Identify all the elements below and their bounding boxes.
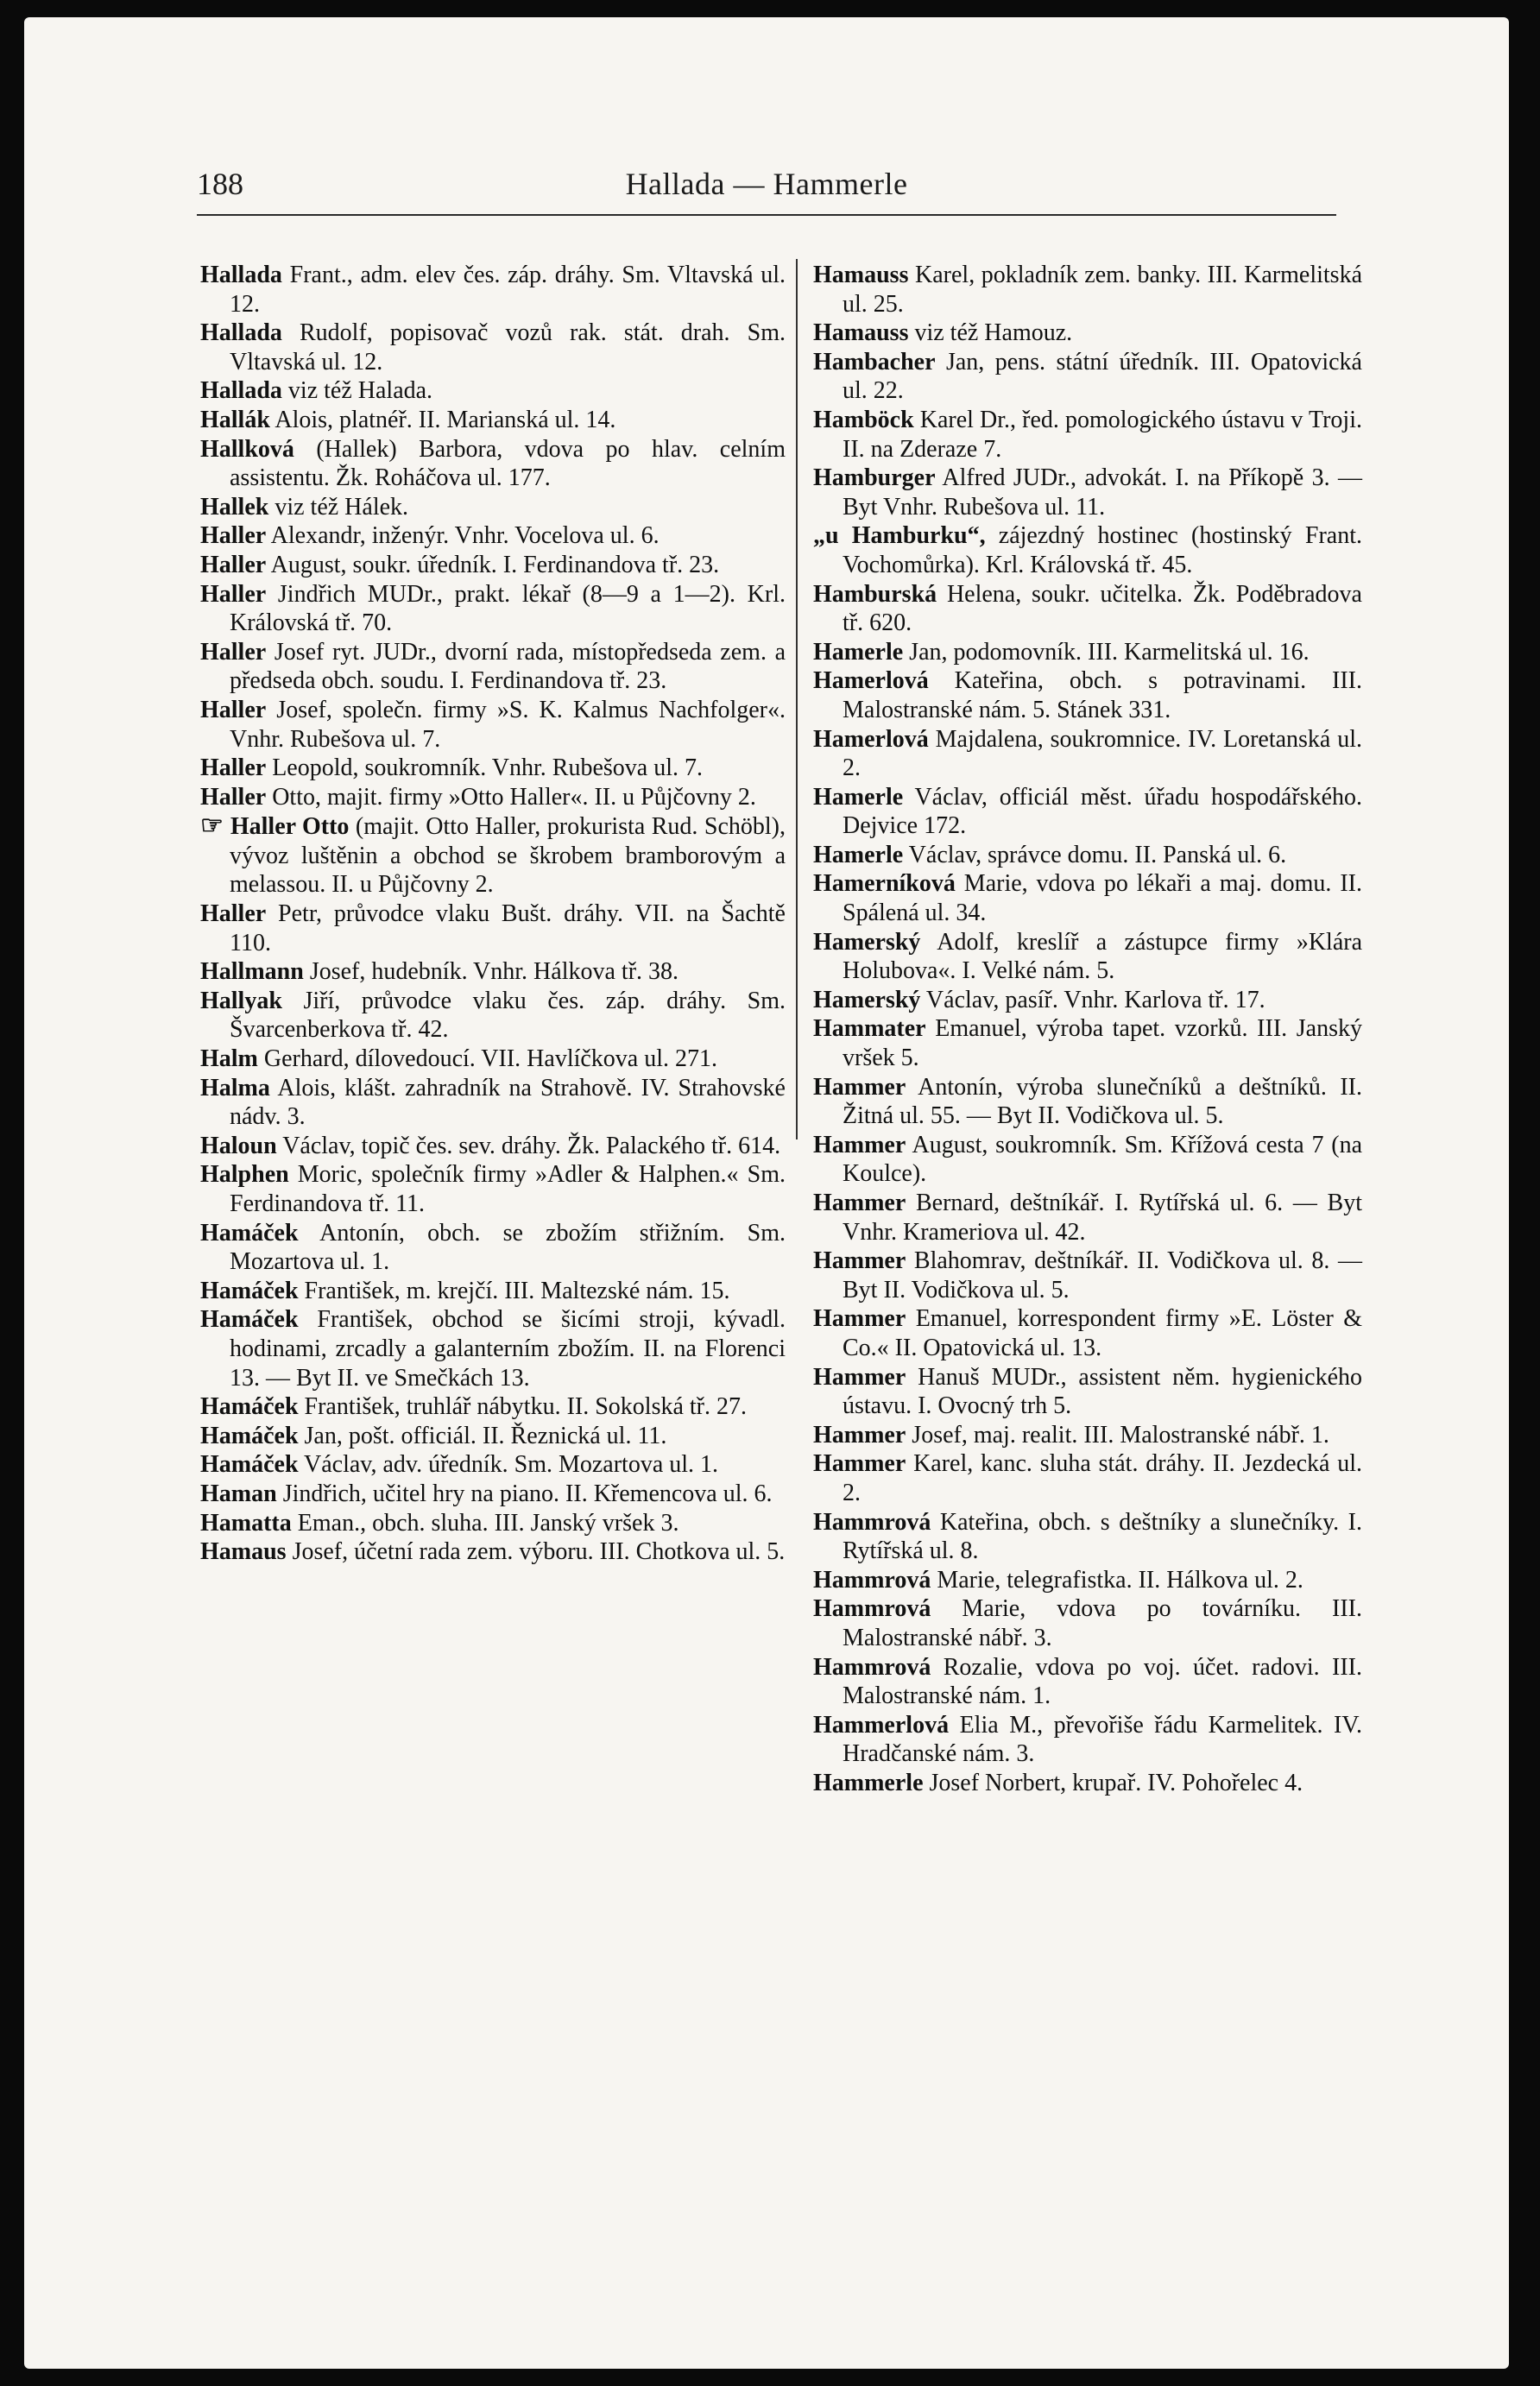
entry-name: Hamerníková [813,870,956,898]
entry-details: Bernard, deštníkář. I. Rytířská ul. 6. — Byt Vnhr. Krameriova ul. 42. [843,1190,1362,1246]
directory-entry [200,1480,786,1509]
directory-entry [200,1392,786,1422]
entry-details: Jiří, průvodce vlaku čes. záp. dráhy. Sm. Švarcenberkova tř. 42. [230,987,786,1044]
entry-name: Hambacher [813,348,936,376]
entry-details: Emanuel, korrespondent firmy »E. Löster & Co.« II. Opatovická ul. 13. [843,1305,1362,1361]
directory-entry [813,928,1362,986]
entry-details: Frant., adm. elev čes. záp. dráhy. Sm. Vltavská ul. 12. [230,262,786,318]
entry-details: Karel, kanc. sluha stát. dráhy. II. Jezdecká ul. 2. [843,1450,1362,1506]
entry-details: Josef, maj. realit. III. Malostranské nábř. 1. [906,1421,1329,1449]
directory-entry [200,319,786,376]
directory-entry [813,666,1362,724]
column-divider [796,259,798,1139]
entry-name: Hallák [200,406,270,433]
entry-name: Hammer [813,1247,906,1275]
entry-name: Hamburská [813,580,937,608]
entry-details: Václav, adv. úředník. Sm. Mozartova ul. 1. [298,1451,719,1479]
directory-entry [200,811,786,899]
directory-entry [200,957,786,987]
entry-name: Hamáček [200,1422,299,1449]
directory-entry [200,551,786,580]
entry-details: Antonín, výroba slunečníků a deštníků. II. Žitná ul. 55. — Byt II. Vodičkova ul. 5. [843,1073,1362,1130]
entry-details: Marie, telegrafistka. II. Hálkova ul. 2. [931,1566,1303,1594]
entry-name: Haller [200,580,267,608]
entry-name: Halm [200,1045,258,1073]
entry-name: Hallek [200,493,269,521]
directory-entry [200,638,786,696]
entry-name: Hamerský [813,928,921,956]
directory-entry [813,1421,1362,1450]
entry-details: Josef, účetní rada zem. výboru. III. Chotkova ul. 5. [286,1538,786,1566]
directory-entry [813,986,1362,1015]
directory-entry [200,987,786,1045]
running-title: Hallada — Hammerle [625,167,908,201]
entry-name: Hammrová [813,1653,931,1681]
entry-details: Jan, pošt. officiál. II. Řeznická ul. 11. [298,1422,667,1449]
directory-entry [813,261,1362,319]
entry-details: Leopold, soukromník. Vnhr. Rubešova ul. 7. [266,754,703,782]
directory-entry [813,521,1362,579]
entry-details: Josef, společn. firmy »S. K. Kalmus Nachfolger«. Vnhr. Rubešova ul. 7. [230,696,786,753]
entry-details: Josef Norbert, krupař. IV. Pohořelec 4. [923,1769,1303,1796]
entry-details: August, soukromník. Sm. Křížová cesta 7 (na Koulce). [843,1131,1362,1188]
entry-name: Hamerlová [813,667,929,695]
directory-entry [200,1132,786,1161]
entry-name: Hamburger [813,464,936,492]
directory-entry [813,1769,1362,1798]
entry-name: Haller [200,783,267,811]
directory-entry [200,1305,786,1392]
entry-details: Alexandr, inženýr. Vnhr. Vocelova ul. 6. [266,522,660,550]
entry-name: Haman [200,1480,277,1507]
directory-entry [813,1189,1362,1247]
entry-details: Helena, soukr. učitelka. Žk. Poděbradova tř. 620. [843,580,1362,637]
entry-name: Hammer [813,1190,906,1216]
entry-details: zájezdný hostinec (hostinský Frant. Vochomůrka). Krl. Královská tř. 45. [843,522,1362,578]
directory-entry [200,521,786,551]
directory-entry [813,1449,1362,1507]
directory-entry [813,1566,1362,1595]
directory-entry [200,696,786,754]
entry-name: Haller [200,522,267,550]
entry-name: Hamáček [200,1219,299,1247]
directory-entry [200,1045,786,1074]
directory-entry [200,1219,786,1277]
entry-name: Halma [200,1074,270,1101]
directory-entry [200,435,786,493]
entry-details: viz též Hamouz. [908,319,1073,347]
entry-name: Haller [200,551,267,578]
entry-name: Hamerle [813,783,904,811]
directory-entry [200,783,786,812]
right-column [813,261,1362,1797]
entry-details: Antonín, obch. se zbožím střižním. Sm. Mozartova ul. 1. [230,1219,786,1276]
entry-name: Hammer [813,1450,906,1478]
directory-entry [200,1160,786,1218]
entry-name: Hallmann [200,958,304,986]
entry-details: August, soukr. úředník. I. Ferdinandova tř. 23. [266,551,720,578]
entry-details: Moric, společník firmy »Adler & Halphen.« Sm. Ferdinandova tř. 11. [230,1161,786,1217]
entry-details: Gerhard, dílovedoucí. VII. Havlíčkova ul. 271. [257,1045,718,1073]
pointing-hand-icon: ☞ [200,811,230,841]
directory-entry [813,1711,1362,1769]
entry-details: Otto, majit. firmy »Otto Haller«. II. u Půjčovny 2. [266,783,756,811]
entry-details: (Hallek) Barbora, vdova po hlav. celním assistentu. Žk. Roháčova ul. 177. [230,435,786,492]
entry-name: Haller [200,638,267,666]
entry-name: Hallada [200,377,282,405]
entry-details: Václav, správce domu. II. Panská ul. 6. [903,841,1287,868]
directory-entry [200,406,786,435]
entry-details: viz též Hálek. [268,493,409,521]
directory-entry [200,580,786,638]
entry-details: Hanuš MUDr., assistent něm. hygienického ústavu. I. Ovocný trh 5. [843,1363,1362,1420]
directory-entry [200,376,786,406]
directory-entry [813,841,1362,870]
entry-details: Jan, pens. státní úředník. III. Opatovická ul. 22. [843,348,1362,405]
entry-details: Josef, hudebník. Vnhr. Hálkova tř. 38. [303,958,679,986]
entry-name: Hammer [813,1421,906,1449]
left-column [200,261,786,1567]
entry-name: Hallková [200,435,294,463]
directory-entry [813,869,1362,927]
directory-entry [813,1363,1362,1421]
entry-name: Hamauss [813,319,909,347]
directory-entry [813,464,1362,521]
entry-name: Halphen [200,1161,289,1189]
page-number: 188 [197,167,243,201]
entry-name: Haloun [200,1132,277,1159]
entry-name: Hamböck [813,406,914,433]
entry-details: viz též Halada. [281,377,433,405]
entry-details: Jindřich MUDr., prakt. lékař (8—9 a 1—2). Krl. Královská tř. 70. [230,580,786,637]
directory-entry [813,725,1362,783]
entry-details: Alois, klášt. zahradník na Strahově. IV. Strahovské nádv. 3. [230,1074,786,1131]
directory-entry [200,1277,786,1306]
entry-details: Blahomrav, deštníkář. II. Vodičkova ul. 8. — Byt II. Vodičkova ul. 5. [843,1247,1362,1303]
directory-entry [200,754,786,783]
directory-entry [813,319,1362,348]
entry-name: Haller [200,696,267,723]
entry-name: Hammater [813,1015,926,1043]
entry-name: Hamerlová [813,725,929,753]
entry-details: Kateřina, obch. s deštníky a slunečníky. I. Rytířská ul. 8. [843,1508,1362,1565]
entry-details: Eman., obch. sluha. III. Janský vršek 3. [291,1509,679,1537]
entry-details: Marie, vdova po lékaři a maj. domu. II. Spálená ul. 34. [843,870,1362,927]
entry-details: Majdalena, soukromnice. IV. Loretanská ul. 2. [843,725,1362,782]
entry-name: Hammer [813,1305,906,1333]
entry-name: Hamáček [200,1393,299,1421]
entry-name: Hammer [813,1363,906,1391]
entry-name: Hamaus [200,1538,287,1566]
directory-entry [813,1304,1362,1362]
entry-details: Elia M., převořiše řádu Karmelitek. IV. Hradčanské nám. 3. [843,1711,1362,1768]
entry-name: Hallada [200,262,282,288]
directory-entry [200,493,786,522]
page-header [197,162,1336,216]
entry-name: Hammerlová [813,1711,950,1739]
entry-details: Jindřich, učitel hry na piano. II. Křemencova ul. 6. [276,1480,773,1507]
directory-entry [200,1450,786,1480]
directory-entry [813,1594,1362,1652]
entry-details: Václav, pasíř. Vnhr. Karlova tř. 17. [920,986,1265,1013]
entry-details: Karel Dr., řed. pomologického ústavu v Troji. II. na Zderaze 7. [843,406,1362,463]
directory-page [24,17,1509,2369]
entry-details: František, obchod se šicími stroji, kývadl. hodinami, zrcadly a galanterním zbožím. II. na Florenci 13. — Byt II. ve Smečkách 13. [230,1306,786,1392]
entry-details: Karel, pokladník zem. banky. III. Karmelitská ul. 25. [843,262,1362,318]
directory-entry [813,1014,1362,1072]
entry-name: Hammerle [813,1769,924,1796]
directory-entry [813,406,1362,464]
entry-details: Marie, vdova po továrníku. III. Malostranské nábř. 3. [843,1595,1362,1651]
directory-entry [813,638,1362,667]
entry-name: Hallyak [200,987,282,1014]
entry-details: Adolf, kreslíř a zástupce firmy »Klára Holubova«. I. Velké nám. 5. [843,928,1362,985]
entry-details: Rozalie, vdova po voj. účet. radovi. III. Malostranské nám. 1. [843,1653,1362,1710]
entry-details: František, m. krejčí. III. Maltezské nám. 15. [298,1277,730,1304]
entry-details: Petr, průvodce vlaku Bušt. dráhy. VII. na Šachtě 110. [230,900,786,956]
entry-name: Hamauss [813,262,909,288]
entry-name: Hammer [813,1073,906,1101]
directory-entry [813,1653,1362,1711]
entry-details: Rudolf, popisovač vozů rak. stát. drah. Sm. Vltavská ul. 12. [230,319,786,376]
directory-entry [200,1422,786,1451]
entry-details: František, truhlář nábytku. II. Sokolská tř. 27. [298,1393,748,1421]
entry-name: Hamáček [200,1306,299,1334]
directory-entry [813,580,1362,638]
directory-entry [813,783,1362,841]
entry-name: Hamerle [813,638,904,666]
entry-details: Václav, topič čes. sev. dráhy. Žk. Palackého tř. 614. [276,1132,781,1159]
entry-name: Haller Otto [230,813,350,841]
directory-entry [813,1247,1362,1304]
directory-entry [200,1074,786,1132]
entry-details: Alois, platnéř. II. Marianská ul. 14. [269,406,616,433]
entry-name: Hammrová [813,1595,931,1623]
directory-entry [200,1509,786,1538]
entry-name: Hallada [200,319,282,347]
entry-name: Hamerský [813,986,921,1013]
entry-name: Hammer [813,1131,906,1158]
entry-name: Hamáček [200,1277,299,1304]
entry-name: Hamáček [200,1451,299,1479]
entry-details: Josef ryt. JUDr., dvorní rada, místopředseda zem. a předseda obch. soudu. I. Ferdinandova tř. 23. [230,638,786,695]
entry-name: Hamerle [813,841,904,868]
entry-name: Hammrová [813,1508,931,1536]
directory-entry [813,348,1362,406]
entry-details: (majit. Otto Haller, prokurista Rud. Schöbl), vývoz luštěnin a obchod se škrobem bramborovým a melassou. II. u Půjčovny 2. [230,813,786,899]
directory-entry [200,261,786,319]
entry-details: Václav, officiál měst. úřadu hospodářského. Dejvice 172. [843,783,1362,840]
directory-entry [813,1131,1362,1189]
directory-entry [813,1073,1362,1131]
entry-details: Emanuel, výroba tapet. vzorků. III. Janský vršek 5. [843,1015,1362,1072]
directory-entry [200,1537,786,1567]
entry-name: Haller [200,754,267,782]
entry-name: Hamatta [200,1509,292,1537]
entry-name: Haller [200,900,267,928]
directory-entry [200,899,786,957]
directory-entry [813,1508,1362,1566]
entry-details: Alfred JUDr., advokát. I. na Příkopě 3. — Byt Vnhr. Rubešova ul. 11. [843,464,1362,521]
entry-details: Jan, podomovník. III. Karmelitská ul. 16. [903,638,1310,666]
entry-name: „u Hamburku“, [813,522,986,550]
entry-details: Kateřina, obch. s potravinami. III. Malostranské nám. 5. Stánek 331. [843,667,1362,723]
entry-name: Hammrová [813,1566,931,1594]
